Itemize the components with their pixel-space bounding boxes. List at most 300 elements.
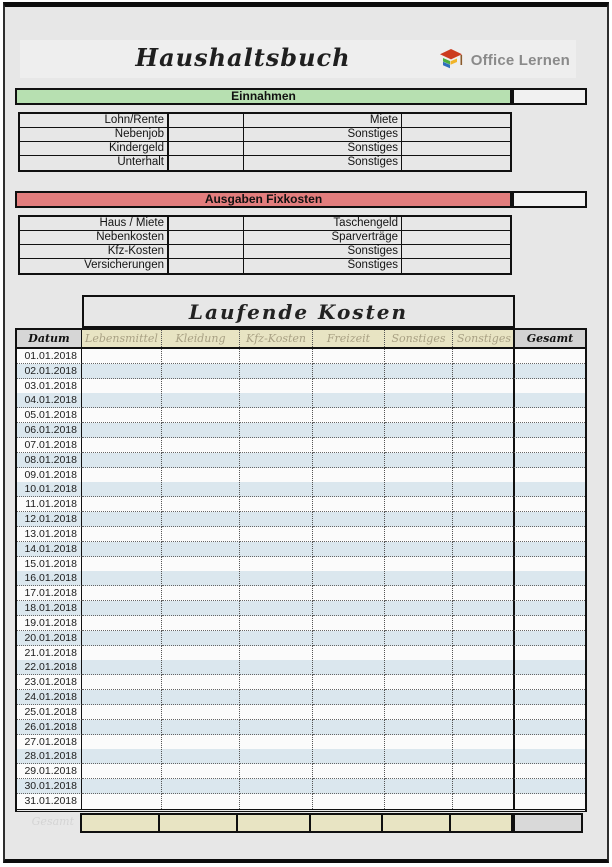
row-total-cell[interactable] xyxy=(513,364,585,379)
expense-cell[interactable] xyxy=(162,482,240,497)
expense-cell[interactable] xyxy=(82,779,162,794)
column-total-cell[interactable] xyxy=(311,813,383,833)
expense-cell[interactable] xyxy=(82,349,162,364)
income-value-cell[interactable] xyxy=(169,128,244,141)
expense-cell[interactable] xyxy=(453,646,515,661)
expense-cell[interactable] xyxy=(385,364,453,379)
expense-cell[interactable] xyxy=(162,616,240,631)
row-total-cell[interactable] xyxy=(513,720,585,735)
expense-cell[interactable] xyxy=(453,631,515,646)
expense-cell[interactable] xyxy=(385,616,453,631)
row-total-cell[interactable] xyxy=(513,468,585,483)
table-row xyxy=(17,705,585,720)
table-row xyxy=(17,675,585,690)
expense-cell[interactable] xyxy=(240,512,313,527)
expense-cell[interactable] xyxy=(240,705,313,720)
expense-cell[interactable] xyxy=(82,571,162,586)
row-total-cell[interactable] xyxy=(513,379,585,394)
table-row xyxy=(17,512,585,527)
income-label: Kindergeld xyxy=(20,142,169,155)
expense-cell[interactable] xyxy=(240,542,313,557)
expense-cell[interactable] xyxy=(313,749,385,764)
expense-cell[interactable] xyxy=(313,571,385,586)
fixed-expense-value-cell[interactable] xyxy=(402,259,512,273)
expense-cell[interactable] xyxy=(240,482,313,497)
income-value-cell[interactable] xyxy=(402,114,512,127)
expense-cell[interactable] xyxy=(82,557,162,572)
title-band xyxy=(20,40,576,78)
row-total-cell[interactable] xyxy=(513,616,585,631)
expense-cell[interactable] xyxy=(162,571,240,586)
expense-cell[interactable] xyxy=(385,482,453,497)
expense-cell[interactable] xyxy=(453,497,515,512)
expense-cell[interactable] xyxy=(82,601,162,616)
income-label: Sonstiges xyxy=(244,142,402,155)
expense-cell[interactable] xyxy=(453,393,515,408)
date-cell: 04.01.2018 xyxy=(17,393,82,408)
expense-cell[interactable] xyxy=(240,349,313,364)
expense-cell[interactable] xyxy=(453,527,515,542)
expense-cell[interactable] xyxy=(385,586,453,601)
expense-cell[interactable] xyxy=(385,735,453,750)
expense-cell[interactable] xyxy=(82,720,162,735)
date-cell: 11.01.2018 xyxy=(17,497,82,512)
expense-cell[interactable] xyxy=(313,660,385,675)
expense-cell[interactable] xyxy=(240,660,313,675)
expense-cell[interactable] xyxy=(162,497,240,512)
expense-cell[interactable] xyxy=(453,408,515,423)
expense-cell[interactable] xyxy=(453,735,515,750)
row-total-cell[interactable] xyxy=(513,408,585,423)
fixed-expense-value-cell[interactable] xyxy=(402,231,512,244)
fixed-expense-value-cell[interactable] xyxy=(169,259,244,273)
expense-cell[interactable] xyxy=(162,586,240,601)
expense-cell[interactable] xyxy=(313,423,385,438)
expense-cell[interactable] xyxy=(240,586,313,601)
expense-cell[interactable] xyxy=(162,349,240,364)
expense-cell[interactable] xyxy=(240,735,313,750)
fixed-expense-label: Taschengeld xyxy=(244,217,402,230)
expense-cell[interactable] xyxy=(240,601,313,616)
date-cell: 02.01.2018 xyxy=(17,364,82,379)
expense-cell[interactable] xyxy=(82,586,162,601)
expense-cell[interactable] xyxy=(313,557,385,572)
expense-cell[interactable] xyxy=(240,675,313,690)
row-total-cell[interactable] xyxy=(513,675,585,690)
expense-cell[interactable] xyxy=(240,764,313,779)
expense-cell[interactable] xyxy=(240,468,313,483)
expense-cell[interactable] xyxy=(453,438,515,453)
expense-cell[interactable] xyxy=(453,675,515,690)
expense-cell[interactable] xyxy=(82,735,162,750)
expense-cell[interactable] xyxy=(240,690,313,705)
expense-cell[interactable] xyxy=(453,705,515,720)
expense-cell[interactable] xyxy=(82,364,162,379)
expense-cell[interactable] xyxy=(162,527,240,542)
expense-cell[interactable] xyxy=(313,482,385,497)
date-cell: 31.01.2018 xyxy=(17,794,82,809)
expense-cell[interactable] xyxy=(313,735,385,750)
expense-cell[interactable] xyxy=(313,601,385,616)
expense-cell[interactable] xyxy=(453,586,515,601)
expense-cell[interactable] xyxy=(162,735,240,750)
row-total-cell[interactable] xyxy=(513,705,585,720)
expense-cell[interactable] xyxy=(240,720,313,735)
expense-cell[interactable] xyxy=(82,690,162,705)
income-value-cell[interactable] xyxy=(402,128,512,141)
expense-cell[interactable] xyxy=(385,408,453,423)
income-value-cell[interactable] xyxy=(169,142,244,155)
expense-cell[interactable] xyxy=(82,438,162,453)
expense-cell[interactable] xyxy=(240,646,313,661)
column-total-cell[interactable] xyxy=(238,813,311,833)
expense-cell[interactable] xyxy=(82,646,162,661)
expense-cell[interactable] xyxy=(453,794,515,809)
expense-cell[interactable] xyxy=(162,364,240,379)
table-row xyxy=(17,794,585,809)
column-total-cell[interactable] xyxy=(383,813,451,833)
expense-cell[interactable] xyxy=(313,542,385,557)
row-total-cell[interactable] xyxy=(513,646,585,661)
expense-cell[interactable] xyxy=(385,675,453,690)
expense-cell[interactable] xyxy=(385,571,453,586)
expense-cell[interactable] xyxy=(240,453,313,468)
expense-cell[interactable] xyxy=(82,675,162,690)
income-label: Unterhalt xyxy=(20,156,169,170)
expense-cell[interactable] xyxy=(385,779,453,794)
expense-cell[interactable] xyxy=(313,364,385,379)
expense-cell[interactable] xyxy=(453,616,515,631)
expense-cell[interactable] xyxy=(240,616,313,631)
row-total-cell[interactable] xyxy=(513,779,585,794)
column-total-cell[interactable] xyxy=(160,813,238,833)
date-cell: 01.01.2018 xyxy=(17,349,82,364)
row-total-cell[interactable] xyxy=(513,586,585,601)
expense-cell[interactable] xyxy=(162,794,240,809)
expense-cell[interactable] xyxy=(453,690,515,705)
expense-cell[interactable] xyxy=(385,749,453,764)
expense-cell[interactable] xyxy=(385,646,453,661)
expense-cell[interactable] xyxy=(313,764,385,779)
column-header-category: Kleidung xyxy=(162,330,240,347)
date-cell: 21.01.2018 xyxy=(17,646,82,661)
table-row xyxy=(17,601,585,616)
expense-cell[interactable] xyxy=(385,497,453,512)
expense-cell[interactable] xyxy=(313,468,385,483)
expense-cell[interactable] xyxy=(82,764,162,779)
expense-cell[interactable] xyxy=(162,720,240,735)
table-row xyxy=(17,423,585,438)
row-total-cell[interactable] xyxy=(513,794,585,809)
expense-cell[interactable] xyxy=(82,423,162,438)
expense-cell[interactable] xyxy=(162,408,240,423)
expense-cell[interactable] xyxy=(82,468,162,483)
expense-cell[interactable] xyxy=(82,660,162,675)
expense-cell[interactable] xyxy=(162,675,240,690)
expense-cell[interactable] xyxy=(162,453,240,468)
expense-cell[interactable] xyxy=(385,764,453,779)
row-total-cell[interactable] xyxy=(513,690,585,705)
date-cell: 23.01.2018 xyxy=(17,675,82,690)
running-costs-titlebox xyxy=(82,295,515,328)
income-label: Miete xyxy=(244,114,402,127)
fixed-expense-value-cell[interactable] xyxy=(402,217,512,230)
expense-cell[interactable] xyxy=(313,586,385,601)
expense-cell[interactable] xyxy=(313,690,385,705)
expense-cell[interactable] xyxy=(162,631,240,646)
expense-cell[interactable] xyxy=(313,453,385,468)
fixed-expense-label: Sonstiges xyxy=(244,245,402,258)
date-cell: 08.01.2018 xyxy=(17,453,82,468)
expense-cell[interactable] xyxy=(82,393,162,408)
fixed-expenses-table xyxy=(18,215,512,275)
expense-cell[interactable] xyxy=(453,482,515,497)
expense-cell[interactable] xyxy=(453,364,515,379)
expense-cell[interactable] xyxy=(313,497,385,512)
fixed-expense-value-cell[interactable] xyxy=(402,245,512,258)
row-total-cell[interactable] xyxy=(513,764,585,779)
expense-cell[interactable] xyxy=(240,749,313,764)
row-total-cell[interactable] xyxy=(513,438,585,453)
expense-cell[interactable] xyxy=(240,364,313,379)
expense-cell[interactable] xyxy=(453,749,515,764)
expense-cell[interactable] xyxy=(162,690,240,705)
expense-cell[interactable] xyxy=(385,527,453,542)
fixed-expense-value-cell[interactable] xyxy=(169,231,244,244)
expense-cell[interactable] xyxy=(385,468,453,483)
expense-cell[interactable] xyxy=(240,527,313,542)
expense-cell[interactable] xyxy=(82,379,162,394)
expense-cell[interactable] xyxy=(313,631,385,646)
column-total-cell[interactable] xyxy=(451,813,513,833)
expense-cell[interactable] xyxy=(313,779,385,794)
row-total-cell[interactable] xyxy=(513,660,585,675)
expense-cell[interactable] xyxy=(453,660,515,675)
row-total-cell[interactable] xyxy=(513,601,585,616)
date-cell: 22.01.2018 xyxy=(17,660,82,675)
expense-cell[interactable] xyxy=(385,631,453,646)
expense-cell[interactable] xyxy=(82,527,162,542)
row-total-cell[interactable] xyxy=(513,393,585,408)
expense-cell[interactable] xyxy=(240,379,313,394)
expense-cell[interactable] xyxy=(82,631,162,646)
expense-cell[interactable] xyxy=(82,453,162,468)
row-total-cell[interactable] xyxy=(513,453,585,468)
column-total-cell[interactable] xyxy=(80,813,160,833)
expense-cell[interactable] xyxy=(385,423,453,438)
expense-cell[interactable] xyxy=(240,497,313,512)
expense-cell[interactable] xyxy=(162,779,240,794)
expense-cell[interactable] xyxy=(313,393,385,408)
expense-cell[interactable] xyxy=(313,720,385,735)
fixed-expense-row xyxy=(20,245,510,259)
income-label: Nebenjob xyxy=(20,128,169,141)
expense-cell[interactable] xyxy=(453,557,515,572)
row-total-cell[interactable] xyxy=(513,735,585,750)
expense-cell[interactable] xyxy=(453,720,515,735)
running-costs-table xyxy=(15,328,587,812)
expense-cell[interactable] xyxy=(313,438,385,453)
expense-cell[interactable] xyxy=(162,468,240,483)
expense-cell[interactable] xyxy=(240,408,313,423)
expense-cell[interactable] xyxy=(385,690,453,705)
row-total-cell[interactable] xyxy=(513,542,585,557)
expense-cell[interactable] xyxy=(162,646,240,661)
office-lernen-logo-icon xyxy=(439,47,465,73)
row-total-cell[interactable] xyxy=(513,749,585,764)
expense-cell[interactable] xyxy=(453,779,515,794)
expense-cell[interactable] xyxy=(453,512,515,527)
expense-cell[interactable] xyxy=(453,379,515,394)
row-total-cell[interactable] xyxy=(513,631,585,646)
income-label: Sonstiges xyxy=(244,128,402,141)
expense-cell[interactable] xyxy=(385,794,453,809)
expense-cell[interactable] xyxy=(385,453,453,468)
table-row xyxy=(17,379,585,394)
table-row xyxy=(17,631,585,646)
expense-cell[interactable] xyxy=(313,794,385,809)
income-value-cell[interactable] xyxy=(402,142,512,155)
expense-cell[interactable] xyxy=(162,601,240,616)
expense-cell[interactable] xyxy=(453,601,515,616)
date-cell: 09.01.2018 xyxy=(17,468,82,483)
expense-cell[interactable] xyxy=(162,379,240,394)
expense-cell[interactable] xyxy=(313,527,385,542)
row-total-cell[interactable] xyxy=(513,512,585,527)
running-costs-body xyxy=(17,349,585,812)
expense-cell[interactable] xyxy=(162,557,240,572)
expense-cell[interactable] xyxy=(385,542,453,557)
expense-cell[interactable] xyxy=(453,468,515,483)
expense-cell[interactable] xyxy=(385,349,453,364)
expense-cell[interactable] xyxy=(453,542,515,557)
expense-cell[interactable] xyxy=(240,423,313,438)
expense-cell[interactable] xyxy=(82,794,162,809)
expense-cell[interactable] xyxy=(82,749,162,764)
expense-cell[interactable] xyxy=(162,423,240,438)
expense-cell[interactable] xyxy=(162,764,240,779)
income-total-cell[interactable] xyxy=(512,88,587,105)
table-row xyxy=(17,468,585,483)
expense-cell[interactable] xyxy=(82,408,162,423)
expense-cell[interactable] xyxy=(82,512,162,527)
expense-cell[interactable] xyxy=(240,557,313,572)
income-row xyxy=(20,128,510,142)
expense-cell[interactable] xyxy=(453,349,515,364)
column-header-gesamt: Gesamt xyxy=(513,330,585,347)
expense-cell[interactable] xyxy=(313,705,385,720)
expense-cell[interactable] xyxy=(385,438,453,453)
fixed-expense-label: Sonstiges xyxy=(244,259,402,273)
expense-cell[interactable] xyxy=(385,557,453,572)
expense-cell[interactable] xyxy=(385,601,453,616)
income-value-cell[interactable] xyxy=(169,114,244,127)
expense-cell[interactable] xyxy=(240,779,313,794)
fixed-expense-value-cell[interactable] xyxy=(169,245,244,258)
expense-cell[interactable] xyxy=(162,512,240,527)
expense-cell[interactable] xyxy=(82,705,162,720)
row-total-cell[interactable] xyxy=(513,482,585,497)
expense-cell[interactable] xyxy=(162,542,240,557)
expense-cell[interactable] xyxy=(162,705,240,720)
income-label: Lohn/Rente xyxy=(20,114,169,127)
expense-cell[interactable] xyxy=(385,720,453,735)
expense-cell[interactable] xyxy=(162,660,240,675)
expense-cell[interactable] xyxy=(313,379,385,394)
fixed-expense-label: Versicherungen xyxy=(20,259,169,273)
table-row xyxy=(17,364,585,379)
date-cell: 12.01.2018 xyxy=(17,512,82,527)
fixed-expenses-total-cell[interactable] xyxy=(512,191,587,208)
expense-cell[interactable] xyxy=(82,616,162,631)
table-row xyxy=(17,660,585,675)
date-cell: 19.01.2018 xyxy=(17,616,82,631)
expense-cell[interactable] xyxy=(240,571,313,586)
row-total-cell[interactable] xyxy=(513,349,585,364)
table-row xyxy=(17,735,585,750)
expense-cell[interactable] xyxy=(240,438,313,453)
expense-cell[interactable] xyxy=(313,512,385,527)
expense-cell[interactable] xyxy=(82,542,162,557)
row-total-cell[interactable] xyxy=(513,527,585,542)
expense-cell[interactable] xyxy=(385,379,453,394)
date-cell: 16.01.2018 xyxy=(17,571,82,586)
expense-cell[interactable] xyxy=(162,393,240,408)
expense-cell[interactable] xyxy=(313,675,385,690)
expense-cell[interactable] xyxy=(82,482,162,497)
column-header-category: Kfz-Kosten xyxy=(240,330,313,347)
date-cell: 26.01.2018 xyxy=(17,720,82,735)
fixed-expense-value-cell[interactable] xyxy=(169,217,244,230)
grand-total-cell[interactable] xyxy=(513,813,583,833)
expense-cell[interactable] xyxy=(313,408,385,423)
income-value-cell[interactable] xyxy=(402,156,512,170)
row-total-cell[interactable] xyxy=(513,571,585,586)
row-total-cell[interactable] xyxy=(513,497,585,512)
expense-cell[interactable] xyxy=(313,616,385,631)
expense-cell[interactable] xyxy=(162,438,240,453)
expense-cell[interactable] xyxy=(385,660,453,675)
expense-cell[interactable] xyxy=(82,497,162,512)
table-row xyxy=(17,616,585,631)
date-cell: 20.01.2018 xyxy=(17,631,82,646)
fixed-expense-label: Kfz-Kosten xyxy=(20,245,169,258)
income-value-cell[interactable] xyxy=(169,156,244,170)
date-cell: 24.01.2018 xyxy=(17,690,82,705)
table-row xyxy=(17,393,585,408)
income-row xyxy=(20,156,510,170)
expense-cell[interactable] xyxy=(313,349,385,364)
table-row xyxy=(17,527,585,542)
expense-cell[interactable] xyxy=(453,423,515,438)
row-total-cell[interactable] xyxy=(513,557,585,572)
expense-cell[interactable] xyxy=(240,631,313,646)
expense-cell[interactable] xyxy=(453,453,515,468)
fixed-expense-label: Sparverträge xyxy=(244,231,402,244)
expense-cell[interactable] xyxy=(385,393,453,408)
expense-cell[interactable] xyxy=(453,571,515,586)
expense-cell[interactable] xyxy=(240,393,313,408)
row-total-cell[interactable] xyxy=(513,423,585,438)
column-header-category: Sonstiges xyxy=(453,330,515,347)
expense-cell[interactable] xyxy=(240,794,313,809)
expense-cell[interactable] xyxy=(385,705,453,720)
expense-cell[interactable] xyxy=(385,512,453,527)
expense-cell[interactable] xyxy=(162,749,240,764)
expense-cell[interactable] xyxy=(453,764,515,779)
fixed-expense-row xyxy=(20,231,510,245)
expense-cell[interactable] xyxy=(313,646,385,661)
